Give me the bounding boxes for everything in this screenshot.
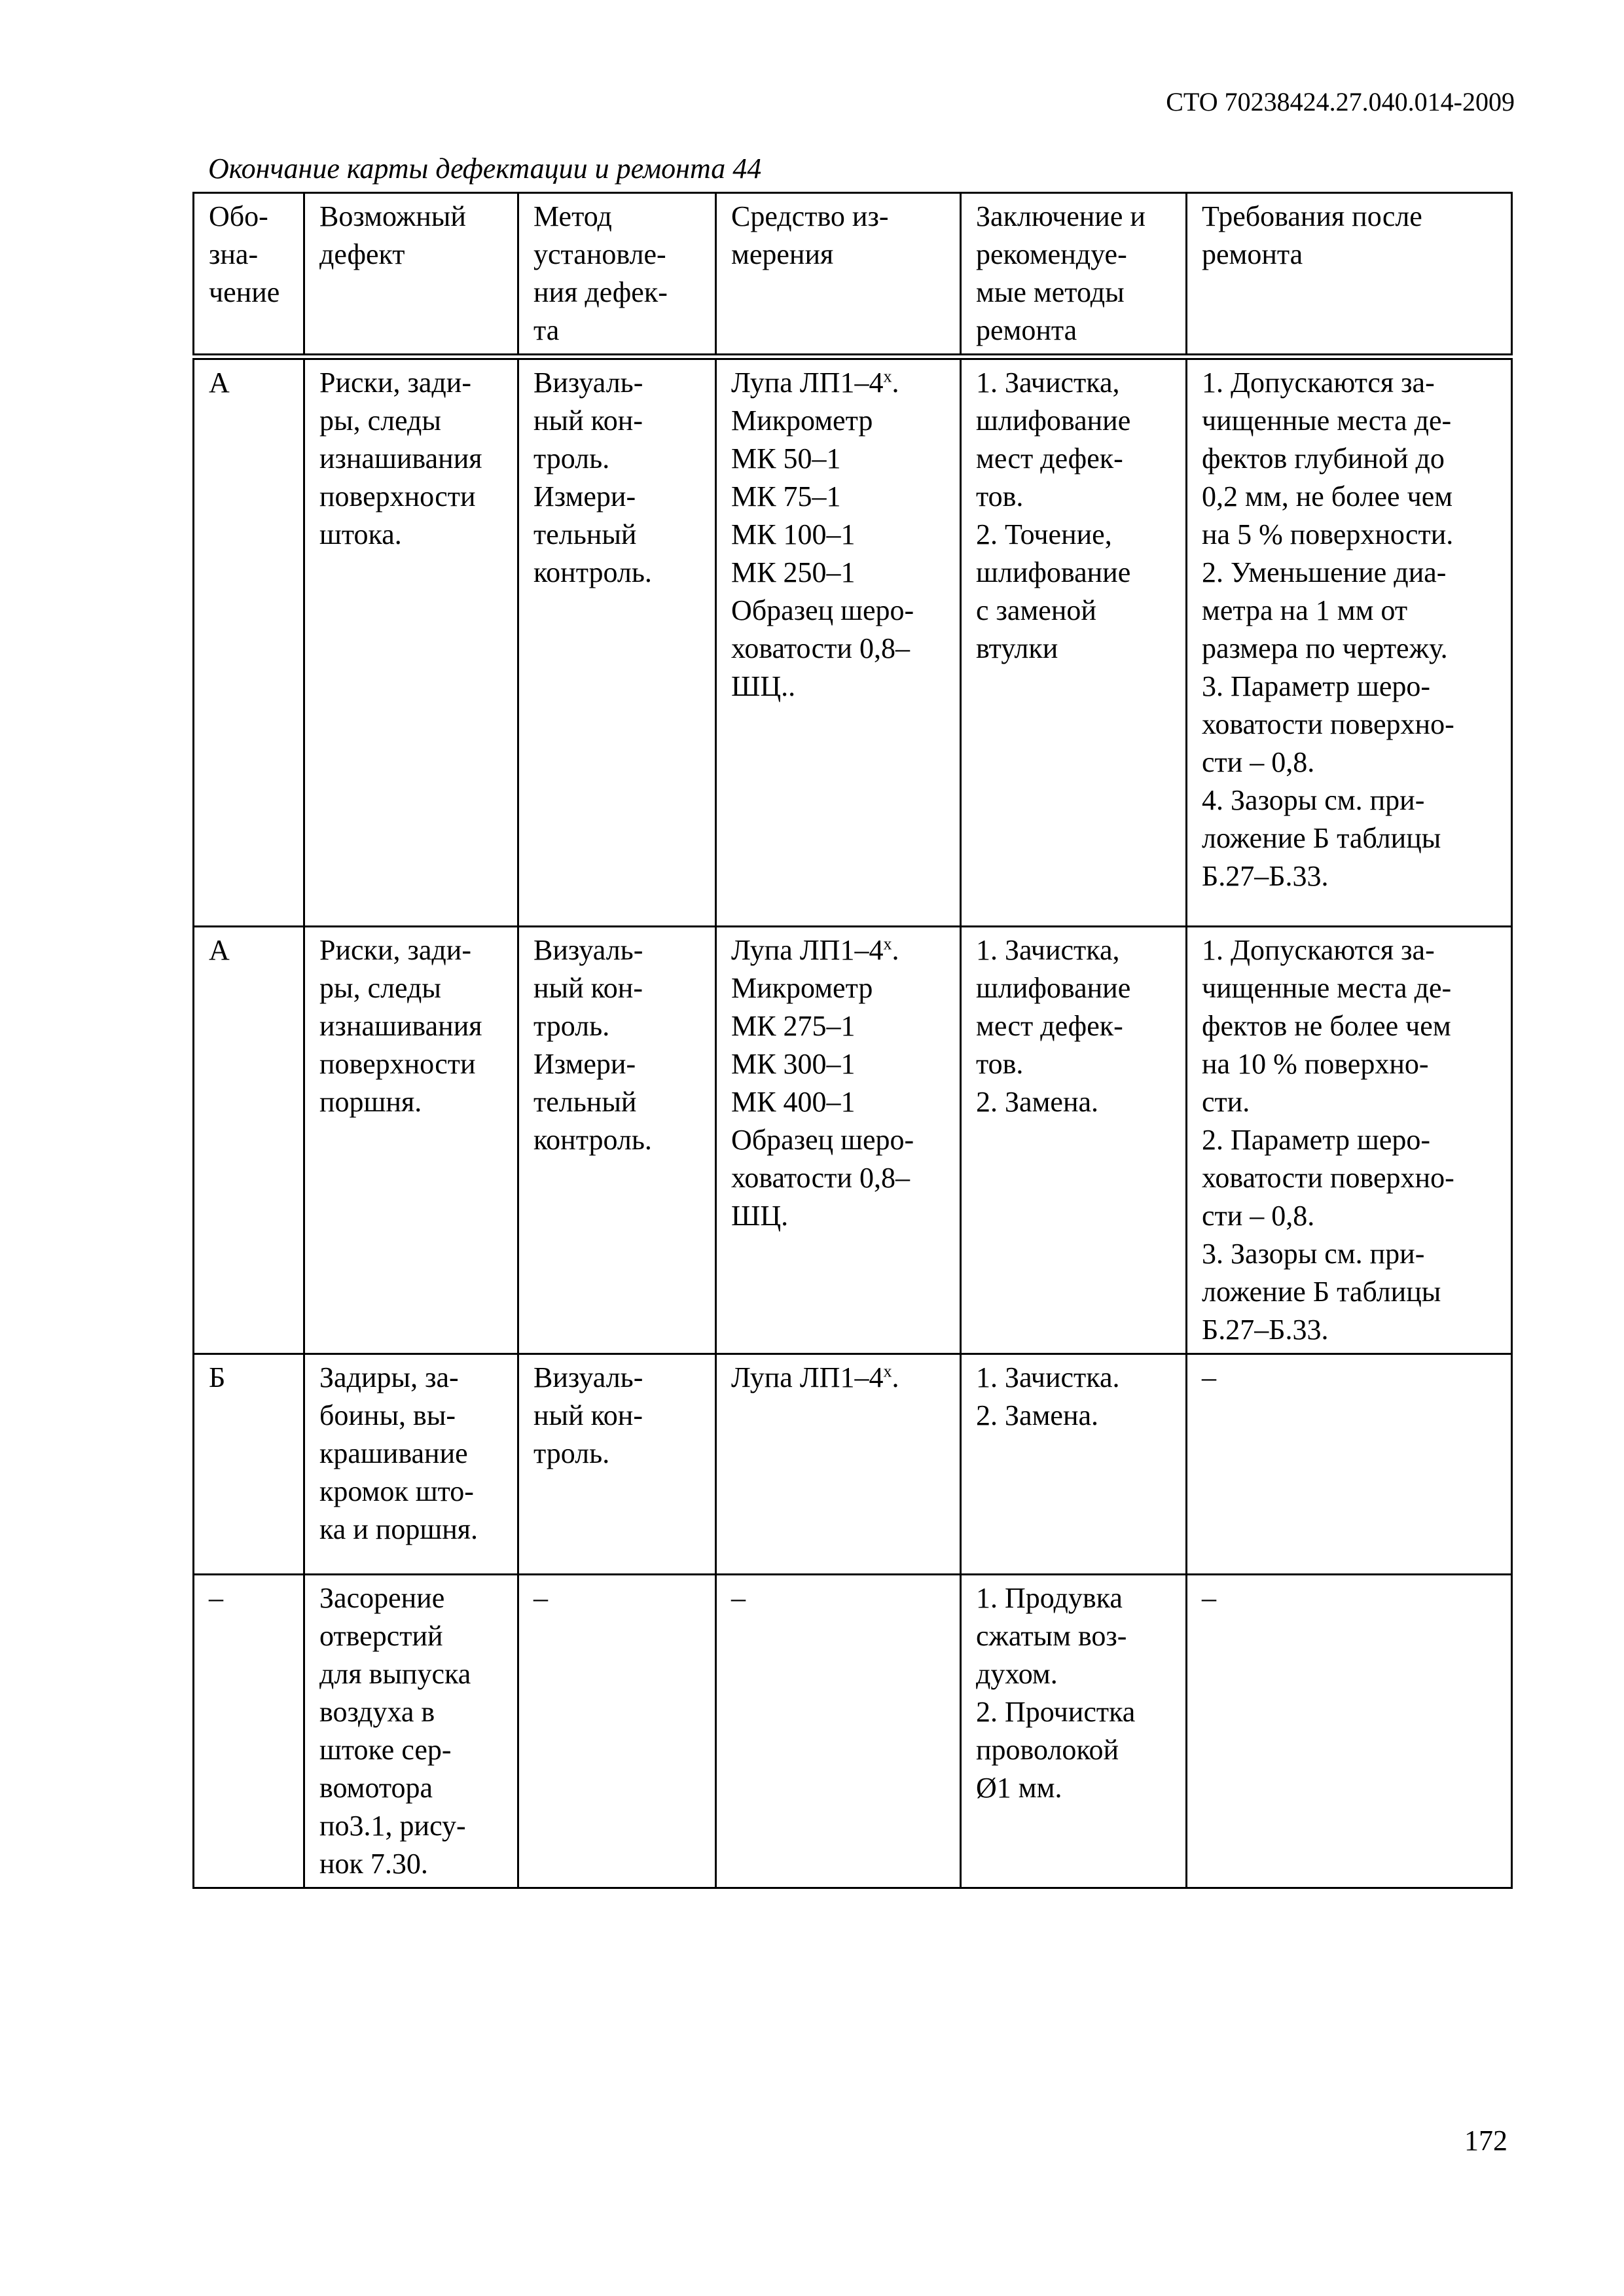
cell-line: штока. — [319, 518, 402, 550]
superscript-x: х — [883, 367, 892, 386]
cell-line: МК 100–1 — [731, 518, 856, 550]
cell-line: ремонта — [1202, 238, 1303, 270]
cell-line: ШЦ.. — [731, 670, 796, 702]
cell-line: Средство из- — [731, 200, 889, 232]
document-code: СТО 70238424.27.040.014-2009 — [1166, 87, 1515, 117]
cell-line: чение — [209, 276, 280, 308]
cell-post-repair-requirements — [1187, 357, 1512, 926]
cell-line: Требования после — [1202, 200, 1422, 232]
cell-post-repair-requirements — [1187, 926, 1512, 1354]
table-row — [194, 1354, 1512, 1574]
cell-line: фектов не более чем — [1202, 1009, 1451, 1042]
cell-detection-method — [518, 1354, 716, 1574]
cell-line: 3. Параметр шеро- — [1202, 670, 1431, 702]
cell-line: мест дефек- — [976, 442, 1123, 475]
cell-line: шлифование — [976, 556, 1131, 588]
cell-line: троль. — [533, 1437, 610, 1469]
cell-line: ложение Б таблицы — [1202, 1275, 1441, 1308]
cell-line: тов. — [976, 480, 1024, 512]
cell-line: проволокой — [976, 1733, 1119, 1766]
cell-line: 2. Замена. — [976, 1085, 1099, 1118]
cell-line: 1. Зачистка, — [976, 933, 1120, 966]
defect-repair-table — [192, 192, 1513, 1889]
cell-line: сти – 0,8. — [1202, 746, 1315, 778]
cell-line: 4. Зазоры см. при- — [1202, 784, 1425, 816]
cell-line: 2. Точение, — [976, 518, 1112, 550]
header-designation — [194, 193, 304, 357]
cell-line: сти. — [1202, 1085, 1250, 1118]
cell-line: Измери- — [533, 480, 636, 512]
cell-line: Микрометр — [731, 404, 873, 437]
cell-line: МК 75–1 — [731, 480, 841, 512]
cell-measuring-tool — [716, 1354, 961, 1574]
cell-line: МК 275–1 — [731, 1009, 856, 1042]
cell-line: на 5 % поверхности. — [1202, 518, 1454, 550]
cell-line: Образец шеро- — [731, 1123, 914, 1156]
cell-line: контроль. — [533, 556, 652, 588]
header-defect — [304, 193, 518, 357]
cell-line: тельный — [533, 1085, 637, 1118]
cell-line: – — [1202, 1581, 1216, 1614]
table-row — [194, 357, 1512, 926]
cell-line: – — [533, 1581, 548, 1614]
cell-line: Ø1 мм. — [976, 1771, 1062, 1804]
cell-line: воздуха в — [319, 1695, 435, 1728]
cell-line: Лупа $ЛП1-4^х$. — [731, 933, 899, 966]
cell-line: ховатости поверхно- — [1202, 708, 1454, 740]
cell-line: контроль. — [533, 1123, 652, 1156]
cell-line: Метод — [533, 200, 612, 232]
cell-line: ложение Б таблицы — [1202, 822, 1441, 854]
cell-line: Риски, зади- — [319, 367, 471, 399]
cell-line: тельный — [533, 518, 637, 550]
cell-line: по3.1, рису- — [319, 1809, 466, 1842]
superscript-x: х — [883, 933, 892, 953]
header-row — [194, 193, 1512, 357]
header-measuring-tool — [716, 193, 961, 357]
cell-line: установле- — [533, 238, 666, 270]
cell-designation — [194, 926, 304, 1354]
cell-line: изнашивания — [319, 442, 482, 475]
cell-line: ры, следы — [319, 404, 441, 437]
cell-post-repair-requirements — [1187, 1354, 1512, 1574]
cell-line: МК 50–1 — [731, 442, 841, 475]
cell-line: ховатости поверхно- — [1202, 1161, 1454, 1194]
cell-line: ры, следы — [319, 971, 441, 1004]
cell-line: поверхности — [319, 480, 476, 512]
cell-line: Задиры, за- — [319, 1361, 459, 1393]
cell-line: отверстий — [319, 1619, 443, 1652]
cell-line: метра на 1 мм от — [1202, 594, 1408, 626]
cell-line: Лупа $ЛП1-4^х$. — [731, 367, 899, 399]
cell-line: 3. Зазоры см. при- — [1202, 1237, 1425, 1270]
cell-detection-method — [518, 926, 716, 1354]
table-caption: Окончание карты дефектации и ремонта 44 — [208, 152, 762, 185]
cell-designation — [194, 1354, 304, 1574]
cell-line: сти – 0,8. — [1202, 1199, 1315, 1232]
cell-line: ШЦ. — [731, 1199, 789, 1232]
table-row — [194, 1574, 1512, 1888]
cell-line: нок 7.30. — [319, 1847, 428, 1880]
table-body — [194, 357, 1512, 1888]
cell-line: размера по чертежу. — [1202, 632, 1448, 664]
cell-line: зна- — [209, 238, 259, 270]
cell-line: МК 250–1 — [731, 556, 856, 588]
table-row — [194, 926, 1512, 1354]
cell-line: 0,2 мм, не более чем — [1202, 480, 1453, 512]
cell-repair-recommendation — [961, 1574, 1187, 1888]
cell-line: чищенные места де- — [1202, 971, 1452, 1004]
cell-repair-recommendation — [961, 1354, 1187, 1574]
cell-line: боины, вы- — [319, 1399, 456, 1431]
cell-defect — [304, 1354, 518, 1574]
cell-line: ремонта — [976, 314, 1077, 346]
cell-line: духом. — [976, 1657, 1058, 1690]
cell-line: рекомендуе- — [976, 238, 1127, 270]
cell-line: – — [731, 1581, 746, 1614]
cell-line: 1. Зачистка, — [976, 367, 1120, 399]
cell-measuring-tool — [716, 1574, 961, 1888]
cell-line: ховатости 0,8– — [731, 632, 910, 664]
cell-repair-recommendation — [961, 926, 1187, 1354]
header-detection-method — [518, 193, 716, 357]
table-header — [194, 193, 1512, 357]
cell-repair-recommendation — [961, 357, 1187, 926]
header-repair-recommendation — [961, 193, 1187, 357]
cell-line: изнашивания — [319, 1009, 482, 1042]
cell-line: А — [209, 933, 230, 966]
cell-line: крашивание — [319, 1437, 468, 1469]
cell-defect — [304, 1574, 518, 1888]
cell-line: Образец шеро- — [731, 594, 914, 626]
superscript-x: х — [883, 1361, 892, 1380]
cell-line: Риски, зади- — [319, 933, 471, 966]
cell-line: ховатости 0,8– — [731, 1161, 910, 1194]
cell-line: Визуаль- — [533, 367, 643, 399]
cell-line: дефект — [319, 238, 405, 270]
cell-line: Микрометр — [731, 971, 873, 1004]
cell-line: вомотора — [319, 1771, 433, 1804]
cell-line: шлифование — [976, 404, 1131, 437]
cell-line: 1. Продувка — [976, 1581, 1123, 1614]
cell-line: – — [1202, 1361, 1216, 1393]
cell-line: та — [533, 314, 560, 346]
cell-line: – — [209, 1581, 223, 1614]
cell-line: Визуаль- — [533, 1361, 643, 1393]
cell-line: 1. Допускаются за- — [1202, 933, 1435, 966]
cell-measuring-tool — [716, 926, 961, 1354]
cell-line: поверхности — [319, 1047, 476, 1080]
cell-post-repair-requirements — [1187, 1574, 1512, 1888]
cell-defect — [304, 357, 518, 926]
cell-line: 1. Допускаются за- — [1202, 367, 1435, 399]
cell-line: А — [209, 367, 230, 399]
cell-line: Б — [209, 1361, 226, 1393]
cell-line: на 10 % поверхно- — [1202, 1047, 1429, 1080]
cell-line: Возможный — [319, 200, 466, 232]
cell-line: чищенные места де- — [1202, 404, 1452, 437]
cell-line: тов. — [976, 1047, 1024, 1080]
cell-line: фектов глубиной до — [1202, 442, 1445, 475]
cell-line: МК 300–1 — [731, 1047, 856, 1080]
cell-designation — [194, 1574, 304, 1888]
cell-line: мерения — [731, 238, 834, 270]
cell-measuring-tool — [716, 357, 961, 926]
cell-line: 2. Уменьшение диа- — [1202, 556, 1447, 588]
cell-line: Б.27–Б.33. — [1202, 1313, 1329, 1346]
cell-detection-method — [518, 357, 716, 926]
cell-line: Засорение — [319, 1581, 445, 1614]
cell-defect — [304, 926, 518, 1354]
cell-line: сжатым воз- — [976, 1619, 1127, 1652]
cell-line: Лупа $ЛП1-4^х$. — [731, 1361, 899, 1393]
cell-line: для выпуска — [319, 1657, 471, 1690]
cell-line: кромок што- — [319, 1475, 474, 1507]
cell-line: 2. Прочистка — [976, 1695, 1136, 1728]
header-post-repair-requirements — [1187, 193, 1512, 357]
page-number: 172 — [1464, 2125, 1507, 2157]
cell-line: ный кон- — [533, 1399, 643, 1431]
cell-line: с заменой — [976, 594, 1096, 626]
cell-line: втулки — [976, 632, 1058, 664]
cell-line: шлифование — [976, 971, 1131, 1004]
cell-line: 1. Зачистка. — [976, 1361, 1120, 1393]
cell-line: ка и поршня. — [319, 1513, 478, 1545]
cell-line: мест дефек- — [976, 1009, 1123, 1042]
cell-line: троль. — [533, 442, 610, 475]
cell-line: поршня. — [319, 1085, 422, 1118]
cell-line: троль. — [533, 1009, 610, 1042]
cell-designation — [194, 357, 304, 926]
cell-line: мые методы — [976, 276, 1125, 308]
cell-line: Б.27–Б.33. — [1202, 860, 1329, 892]
cell-line: 2. Параметр шеро- — [1202, 1123, 1431, 1156]
cell-line: Обо- — [209, 200, 268, 232]
cell-detection-method — [518, 1574, 716, 1888]
cell-line: ный кон- — [533, 971, 643, 1004]
cell-line: Измери- — [533, 1047, 636, 1080]
cell-line: Заключение и — [976, 200, 1146, 232]
cell-line: Визуаль- — [533, 933, 643, 966]
cell-line: МК 400–1 — [731, 1085, 856, 1118]
cell-line: ния дефек- — [533, 276, 668, 308]
cell-line: ный кон- — [533, 404, 643, 437]
cell-line: 2. Замена. — [976, 1399, 1099, 1431]
cell-line: штоке сер- — [319, 1733, 452, 1766]
